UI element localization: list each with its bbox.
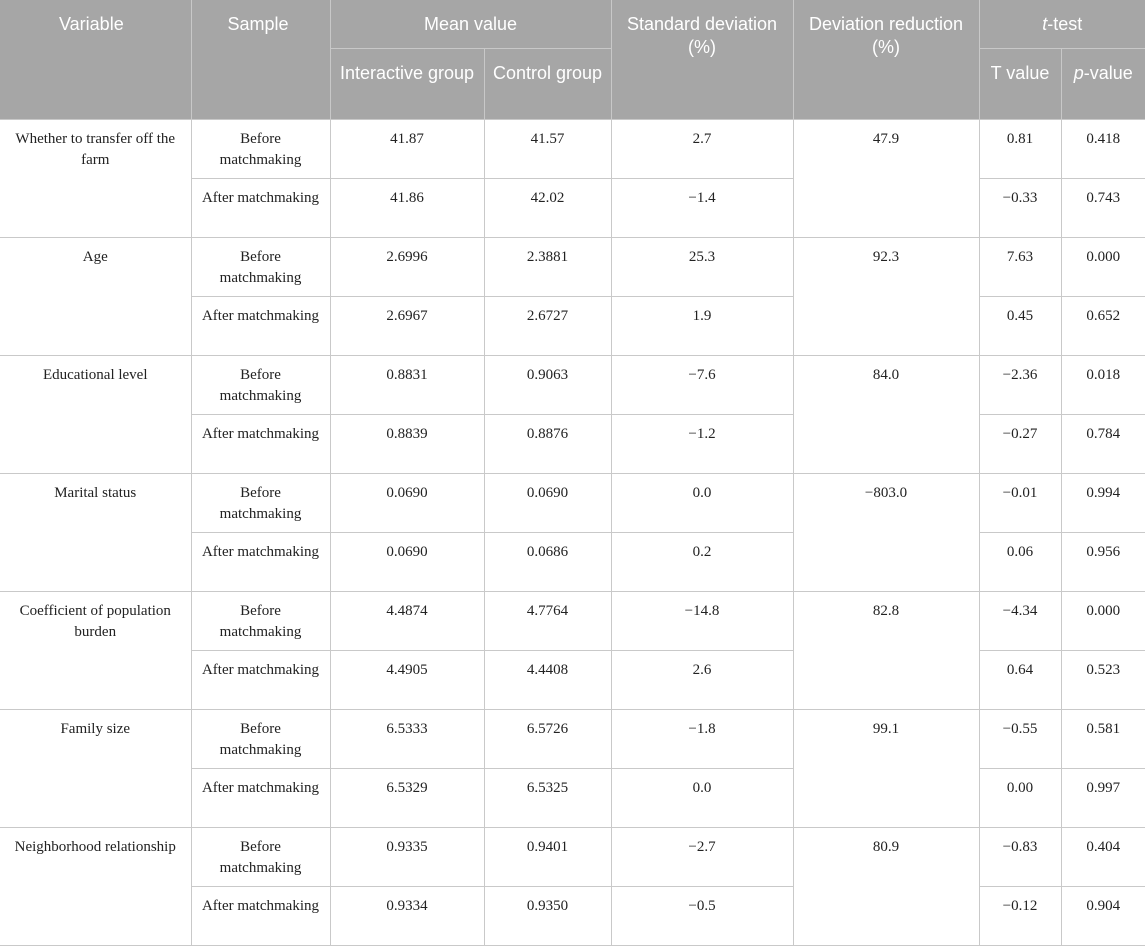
- control-group-cell: 0.9350: [484, 886, 611, 945]
- interactive-group-cell: 0.8839: [330, 414, 484, 473]
- header-t-test-suffix: -test: [1047, 14, 1083, 34]
- sample-cell: Before matchmaking: [191, 709, 330, 768]
- sample-cell: Before matchmaking: [191, 591, 330, 650]
- table-row: [0, 355, 1145, 414]
- header-mean-value: Mean value: [330, 0, 611, 48]
- header-standard-deviation: Standard deviation (%): [611, 0, 793, 119]
- header-interactive-group: Interactive group: [330, 48, 484, 119]
- control-group-cell: 0.0686: [484, 532, 611, 591]
- deviation-reduction-cell: −803.0: [793, 473, 979, 591]
- p-value-cell: 0.018: [1061, 355, 1145, 414]
- t-value-cell: 7.63: [979, 237, 1061, 296]
- header-p-value: [1061, 48, 1145, 119]
- table-row: [0, 237, 1145, 296]
- p-value-cell: 0.904: [1061, 886, 1145, 945]
- t-value-cell: 0.06: [979, 532, 1061, 591]
- t-value-cell: 0.64: [979, 650, 1061, 709]
- standard-deviation-cell: 0.0: [611, 768, 793, 827]
- control-group-cell: 0.9401: [484, 827, 611, 886]
- sample-cell: After matchmaking: [191, 178, 330, 237]
- control-group-cell: 6.5726: [484, 709, 611, 768]
- header-control-group: Control group: [484, 48, 611, 119]
- standard-deviation-cell: 25.3: [611, 237, 793, 296]
- standard-deviation-cell: −7.6: [611, 355, 793, 414]
- p-value-cell: 0.743: [1061, 178, 1145, 237]
- sample-cell: After matchmaking: [191, 886, 330, 945]
- deviation-reduction-cell: 82.8: [793, 591, 979, 709]
- p-value-cell: 0.418: [1061, 119, 1145, 178]
- t-value-cell: −0.27: [979, 414, 1061, 473]
- interactive-group-cell: 6.5329: [330, 768, 484, 827]
- control-group-cell: 4.7764: [484, 591, 611, 650]
- control-group-cell: 0.8876: [484, 414, 611, 473]
- p-value-cell: 0.994: [1061, 473, 1145, 532]
- variable-cell: Neighborhood relationship: [0, 827, 191, 945]
- table-body: [0, 119, 1145, 945]
- interactive-group-cell: 0.8831: [330, 355, 484, 414]
- standard-deviation-cell: 2.7: [611, 119, 793, 178]
- standard-deviation-cell: −1.4: [611, 178, 793, 237]
- sample-cell: After matchmaking: [191, 768, 330, 827]
- standard-deviation-cell: 0.2: [611, 532, 793, 591]
- control-group-cell: 0.9063: [484, 355, 611, 414]
- sample-cell: After matchmaking: [191, 532, 330, 591]
- t-value-cell: 0.45: [979, 296, 1061, 355]
- sample-cell: Before matchmaking: [191, 119, 330, 178]
- standard-deviation-cell: −2.7: [611, 827, 793, 886]
- variable-cell: Age: [0, 237, 191, 355]
- standard-deviation-cell: −14.8: [611, 591, 793, 650]
- deviation-reduction-cell: 80.9: [793, 827, 979, 945]
- variable-cell: Educational level: [0, 355, 191, 473]
- variable-cell: Marital status: [0, 473, 191, 591]
- control-group-cell: 4.4408: [484, 650, 611, 709]
- deviation-reduction-cell: 47.9: [793, 119, 979, 237]
- control-group-cell: 2.6727: [484, 296, 611, 355]
- p-value-cell: 0.956: [1061, 532, 1145, 591]
- t-value-cell: 0.00: [979, 768, 1061, 827]
- interactive-group-cell: 0.0690: [330, 473, 484, 532]
- p-value-cell: 0.404: [1061, 827, 1145, 886]
- interactive-group-cell: 2.6996: [330, 237, 484, 296]
- table-row: [0, 473, 1145, 532]
- header-sample: Sample: [191, 0, 330, 119]
- interactive-group-cell: 4.4874: [330, 591, 484, 650]
- standard-deviation-cell: 0.0: [611, 473, 793, 532]
- header-p-value-suffix: -value: [1083, 62, 1133, 83]
- t-value-cell: −2.36: [979, 355, 1061, 414]
- p-value-cell: 0.997: [1061, 768, 1145, 827]
- sample-cell: Before matchmaking: [191, 355, 330, 414]
- standard-deviation-cell: −1.2: [611, 414, 793, 473]
- sample-cell: After matchmaking: [191, 650, 330, 709]
- p-value-cell: 0.523: [1061, 650, 1145, 709]
- interactive-group-cell: 0.9335: [330, 827, 484, 886]
- p-value-cell: 0.784: [1061, 414, 1145, 473]
- sample-cell: Before matchmaking: [191, 237, 330, 296]
- table-row: [0, 709, 1145, 768]
- control-group-cell: 6.5325: [484, 768, 611, 827]
- table-row: [0, 827, 1145, 886]
- sample-cell: After matchmaking: [191, 296, 330, 355]
- t-value-cell: 0.81: [979, 119, 1061, 178]
- interactive-group-cell: 6.5333: [330, 709, 484, 768]
- variable-cell: Family size: [0, 709, 191, 827]
- table-row: [0, 591, 1145, 650]
- standard-deviation-cell: −0.5: [611, 886, 793, 945]
- p-value-cell: 0.000: [1061, 237, 1145, 296]
- table-row: [0, 119, 1145, 178]
- sample-cell: Before matchmaking: [191, 827, 330, 886]
- p-value-cell: 0.581: [1061, 709, 1145, 768]
- p-value-cell: 0.652: [1061, 296, 1145, 355]
- control-group-cell: 0.0690: [484, 473, 611, 532]
- interactive-group-cell: 0.0690: [330, 532, 484, 591]
- interactive-group-cell: 4.4905: [330, 650, 484, 709]
- interactive-group-cell: 41.87: [330, 119, 484, 178]
- standard-deviation-cell: 1.9: [611, 296, 793, 355]
- control-group-cell: 41.57: [484, 119, 611, 178]
- sample-cell: Before matchmaking: [191, 473, 330, 532]
- header-p-value-italic: p: [1073, 62, 1084, 83]
- standard-deviation-cell: −1.8: [611, 709, 793, 768]
- header-t-value: T value: [979, 48, 1061, 119]
- t-value-cell: −0.01: [979, 473, 1061, 532]
- header-t-test: [979, 0, 1145, 48]
- deviation-reduction-cell: 84.0: [793, 355, 979, 473]
- t-value-cell: −4.34: [979, 591, 1061, 650]
- sample-cell: After matchmaking: [191, 414, 330, 473]
- variable-cell: Whether to transfer off the farm: [0, 119, 191, 237]
- t-value-cell: −0.12: [979, 886, 1061, 945]
- interactive-group-cell: 0.9334: [330, 886, 484, 945]
- t-value-cell: −0.33: [979, 178, 1061, 237]
- standard-deviation-cell: 2.6: [611, 650, 793, 709]
- header-variable: Variable: [0, 0, 191, 119]
- t-value-cell: −0.83: [979, 827, 1061, 886]
- deviation-reduction-cell: 99.1: [793, 709, 979, 827]
- header-t-test-italic: t: [1042, 14, 1048, 34]
- t-value-cell: −0.55: [979, 709, 1061, 768]
- interactive-group-cell: 41.86: [330, 178, 484, 237]
- variable-cell: Coefficient of population burden: [0, 591, 191, 709]
- control-group-cell: 42.02: [484, 178, 611, 237]
- deviation-reduction-cell: 92.3: [793, 237, 979, 355]
- p-value-cell: 0.000: [1061, 591, 1145, 650]
- header-deviation-reduction: Deviation reduction (%): [793, 0, 979, 119]
- control-group-cell: 2.3881: [484, 237, 611, 296]
- interactive-group-cell: 2.6967: [330, 296, 484, 355]
